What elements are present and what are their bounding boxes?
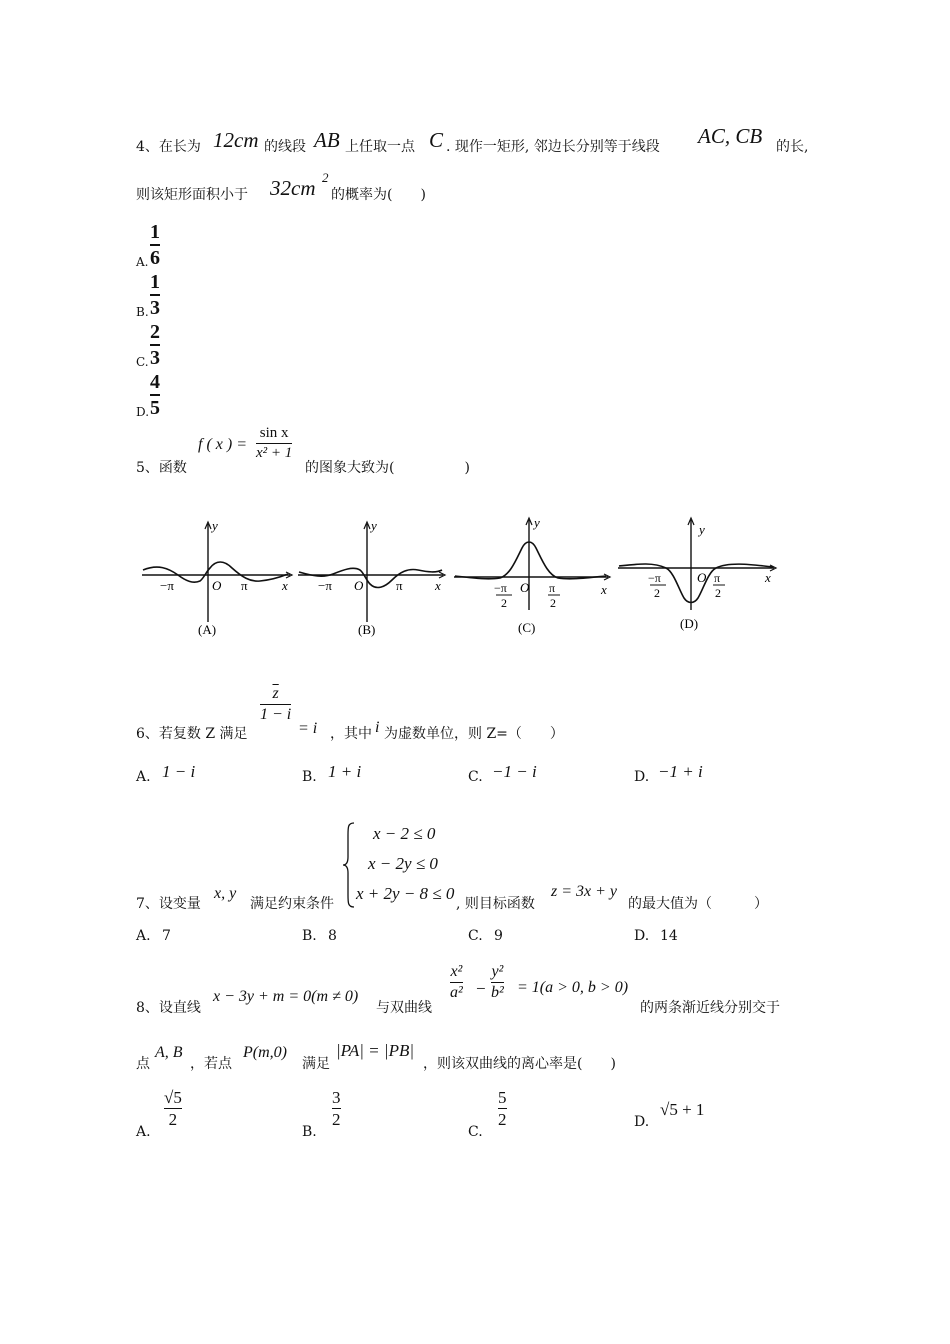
q7-constraint-2: x − 2y ≤ 0: [368, 854, 438, 873]
q4-text-2: 上任取一点: [345, 139, 415, 155]
graph-c-tick-pi: π: [549, 581, 556, 595]
q4-option-label[interactable]: A.: [136, 255, 149, 269]
q5-prefix: 5、函数: [136, 460, 187, 476]
q8-condition: |PA| = |PB|: [336, 1041, 415, 1060]
q7-mid: 满足约束条件: [250, 896, 334, 912]
q4-option-fraction[interactable]: [150, 272, 160, 318]
q6-prefix: 6、若复数 Z 满足: [136, 726, 248, 742]
graph-a-y-label: y: [212, 518, 218, 533]
q4-option-fraction[interactable]: [150, 372, 160, 418]
q6-option-label[interactable]: C.: [468, 769, 483, 785]
q4-option-fraction[interactable]: [150, 222, 160, 268]
q7-suffix: 的最大值为（ ）: [628, 896, 768, 912]
q6-option-label[interactable]: D.: [634, 769, 650, 785]
q7-constraint-1: x − 2 ≤ 0: [373, 824, 436, 843]
q8-hyperbola-term-2: [491, 964, 504, 1001]
graph-b-origin: O: [354, 578, 364, 593]
q7-option-label[interactable]: B.: [302, 928, 317, 944]
q6-option-value[interactable]: −1 + i: [658, 762, 703, 781]
q6-option-label[interactable]: A.: [136, 769, 151, 785]
graph-d-y-label: y: [699, 522, 705, 537]
q4-text-1: 的线段: [264, 139, 306, 155]
q5-function-lhs: f ( x ) =: [198, 436, 247, 453]
graph-b-y-label: y: [371, 518, 377, 533]
option-numerator: 3: [332, 1088, 341, 1107]
option-denominator: 2: [332, 1110, 341, 1129]
option-denominator: 2: [498, 1110, 507, 1129]
q8-minus: −: [476, 979, 486, 998]
graph-a-caption: (A): [198, 622, 217, 637]
q8-x-squared: x²: [450, 963, 463, 980]
graph-b[interactable]: [298, 518, 445, 637]
q4-text-4: 的长,: [776, 139, 809, 155]
q4-text-3: . 现作一矩形, 邻边长分别等于线段: [446, 139, 660, 155]
q8-mid: 与双曲线: [376, 1000, 432, 1016]
q8-option-label[interactable]: C.: [468, 1124, 483, 1140]
q4-sides: AC, CB: [698, 124, 763, 148]
q4-length: 12cm: [213, 128, 259, 152]
q8-option-fraction[interactable]: [498, 1089, 507, 1128]
q6-suffix: 为虚数单位，则 Z=（ ）: [384, 726, 564, 742]
q8-prefix: 8、设直线: [136, 1000, 201, 1016]
q7-objective: z = 3x + y: [551, 883, 618, 900]
option-denominator: 6: [150, 247, 160, 269]
q5-function-fraction: [256, 426, 292, 461]
q5-numerator: sin x: [259, 425, 289, 441]
q7-option-value[interactable]: 9: [494, 928, 503, 944]
q4-line2-text: 则该矩形面积小于: [136, 187, 248, 203]
q6-fraction: [260, 686, 291, 723]
graph-a-tick-neg-pi: −π: [160, 578, 174, 593]
graph-c-tick-two: 2: [550, 596, 556, 610]
q8-suffix: 的两条渐近线分别交于: [640, 1000, 780, 1016]
graph-d-tick-two: 2: [715, 586, 721, 600]
option-denominator: 3: [150, 297, 160, 319]
q7-option-value[interactable]: 14: [660, 928, 678, 944]
graph-a-x-label: x: [282, 578, 288, 593]
q7-vars: x, y: [214, 885, 237, 902]
q8-b-squared: b²: [491, 984, 504, 1001]
graph-c-y-label: y: [534, 515, 540, 530]
option-numerator: 1: [150, 221, 160, 243]
q4-option-label[interactable]: D.: [136, 405, 150, 419]
graph-d-tick-pi: π: [714, 571, 721, 585]
graph-b-tick-neg-pi: −π: [318, 578, 332, 593]
q8-line-equation: x − 3y + m = 0(m ≠ 0): [213, 988, 359, 1005]
graph-d-origin: O: [697, 570, 707, 585]
graph-c-caption: (C): [518, 620, 536, 635]
q5-denominator: x² + 1: [256, 445, 293, 461]
q6-option-value[interactable]: −1 − i: [492, 762, 537, 781]
q8-points-ab: A, B: [155, 1044, 183, 1061]
q7-option-value[interactable]: 7: [162, 928, 171, 944]
q5-suffix: 的图象大致为( ): [305, 460, 470, 476]
q7-constraint-3: x + 2y − 8 ≤ 0: [356, 884, 455, 903]
q4-segment: AB: [314, 128, 340, 152]
q8-line2-mid: ，若点: [190, 1056, 232, 1072]
q8-y-squared: y²: [491, 963, 504, 980]
graph-d-x-label: x: [765, 570, 771, 585]
q8-option-value[interactable]: √5 + 1: [660, 1100, 705, 1119]
q8-option-label[interactable]: B.: [302, 1124, 317, 1140]
q7-option-label[interactable]: D.: [634, 928, 650, 944]
graph-d-tick-neg-pi: −π: [648, 571, 661, 585]
q8-hyperbola-rest: = 1(a > 0, b > 0): [517, 979, 629, 996]
q6-mid: ，其中: [330, 726, 372, 742]
q4-option-label[interactable]: B.: [136, 305, 149, 319]
q8-line2-end: ，则该双曲线的离心率是( ): [423, 1056, 616, 1072]
q4-option-label[interactable]: C.: [136, 355, 149, 369]
q7-option-label[interactable]: C.: [468, 928, 483, 944]
q4-area: 32cm: [270, 176, 316, 200]
graph-b-tick-pi: π: [396, 578, 403, 593]
q8-option-fraction[interactable]: [332, 1089, 341, 1128]
q6-i: i: [375, 719, 380, 736]
graph-b-x-label: x: [435, 578, 441, 593]
graph-c-tick-neg-pi: −π: [494, 581, 507, 595]
option-denominator: 3: [150, 347, 160, 369]
graph-d[interactable]: [618, 518, 776, 631]
graph-c-tick-neg-two: 2: [501, 596, 507, 610]
graph-a[interactable]: [142, 518, 292, 637]
q6-denominator: 1 − i: [260, 706, 292, 723]
option-numerator: 1: [150, 271, 160, 293]
q8-option-fraction[interactable]: [164, 1089, 182, 1128]
q7-mid2: , 则目标函数: [456, 896, 535, 912]
q4-area-exponent: 2: [322, 170, 329, 185]
q4-point: C: [429, 128, 444, 152]
q8-option-label[interactable]: D.: [634, 1114, 650, 1130]
q8-hyperbola-term-1: [450, 964, 463, 1001]
q8-a-squared: a²: [450, 984, 463, 1001]
q5-graph-options: [138, 510, 788, 645]
q8-point-p: P(m,0): [243, 1044, 287, 1061]
graph-d-caption: (D): [680, 616, 699, 631]
graph-a-tick-pi: π: [241, 578, 248, 593]
graph-c-x-label: x: [601, 582, 607, 597]
q8-line2-mid2: 满足: [302, 1056, 330, 1072]
option-numerator: 4: [150, 371, 160, 393]
option-numerator: 2: [150, 321, 160, 343]
q8-line2-start: 点: [136, 1056, 150, 1072]
option-denominator: 5: [150, 397, 160, 419]
graph-c[interactable]: [454, 515, 610, 635]
q4-prefix: 4、在长为: [136, 139, 201, 155]
q6-equals: = i: [298, 720, 318, 737]
q7-left-brace: [342, 821, 356, 909]
q6-numerator: $\overline{z}$: [272, 685, 279, 702]
q6-option-label[interactable]: B.: [302, 769, 317, 785]
q4-line2-tail: 的概率为( ): [331, 187, 426, 203]
q7-option-label[interactable]: A.: [136, 928, 151, 944]
q6-option-value[interactable]: 1 + i: [328, 762, 362, 781]
graph-c-origin: O: [520, 580, 530, 595]
option-denominator: 2: [168, 1110, 178, 1129]
q6-option-value[interactable]: 1 − i: [162, 762, 196, 781]
q4-option-fraction[interactable]: [150, 322, 160, 368]
q8-option-label[interactable]: A.: [136, 1124, 151, 1140]
q7-prefix: 7、设变量: [136, 896, 201, 912]
graph-b-caption: (B): [358, 622, 376, 637]
graph-d-tick-neg-two: 2: [654, 586, 660, 600]
q7-option-value[interactable]: 8: [328, 928, 337, 944]
option-numerator: 5: [498, 1088, 507, 1107]
option-numerator: √5: [164, 1088, 182, 1107]
graph-a-origin: O: [212, 578, 222, 593]
